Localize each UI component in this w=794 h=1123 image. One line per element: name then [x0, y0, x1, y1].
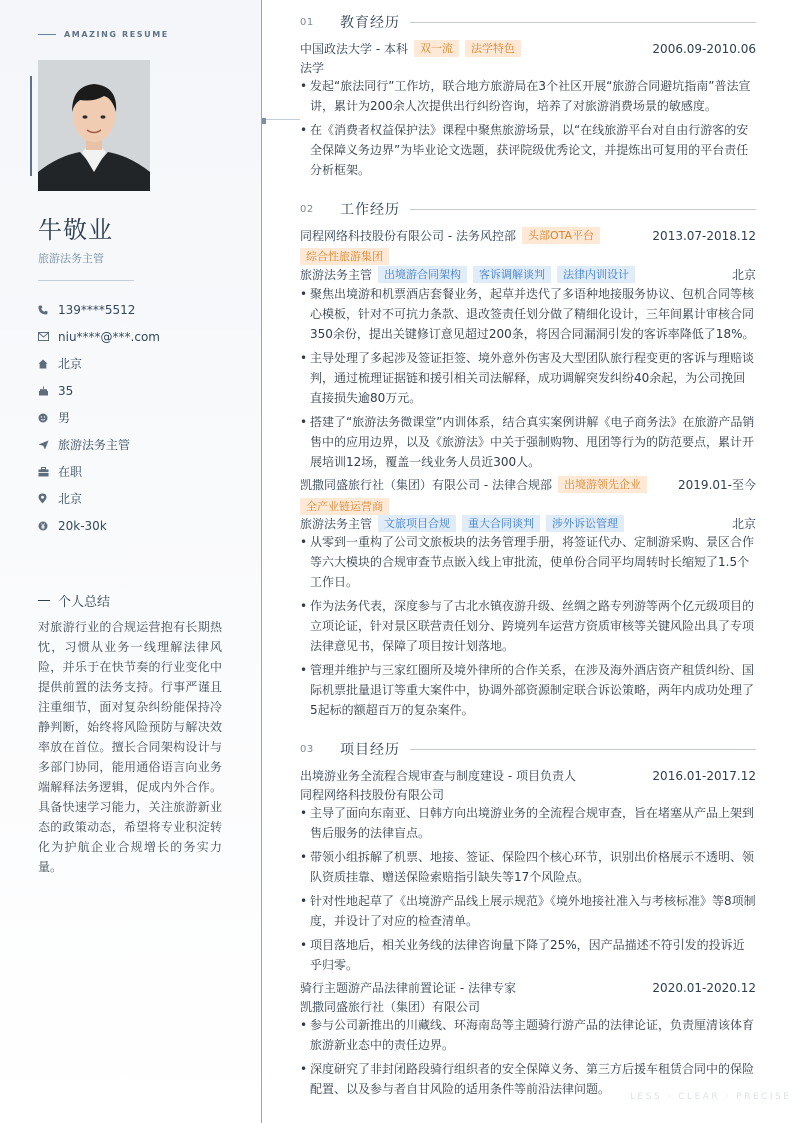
skill-tag: 客诉调解谈判: [473, 266, 551, 283]
summary-heading: [38, 591, 110, 610]
section-rule: [410, 749, 756, 750]
section-number: 03: [300, 743, 314, 755]
info-city: [38, 485, 160, 512]
brand: [38, 30, 169, 39]
job-tags-row: [300, 248, 756, 265]
info-age: [38, 377, 160, 404]
project-date: 2020.01-2020.12: [652, 980, 756, 995]
section-title: 教育经历: [340, 15, 400, 31]
info-text: 旅游法务主管: [58, 438, 131, 452]
project-date: 2016.01-2017.12: [652, 768, 756, 783]
job-date: 2019.01-至今: [678, 478, 756, 492]
summary-dash: [38, 600, 50, 601]
email-icon: [38, 332, 58, 341]
job-bullet: • 搭建了“旅游法务微课堂”内训体系，结合真实案例讲解《电子商务法》在旅游产品销售中的应用边界，以及《旅游法》中关于强制购物、甩团等行为的防范要点，累计开展培训12场，覆盖一线业务人员近300人。: [300, 412, 756, 472]
job-bullet: • 主导处理了多起涉及签证拒签、境外意外伤害及大型团队旅行程变更的客诉与理赔谈判，通过梳理证据链和援引相关司法解释，成功调解突发纠纷40余起，为公司挽回直接损失逾80万元。: [300, 348, 756, 408]
info-text: 在职: [58, 465, 83, 479]
tag: 全产业链运营商: [300, 498, 389, 515]
photo-accent-bar: [30, 76, 32, 176]
project-bullet: • 参与公司新推出的川藏线、环海南岛等主题骑行游产品的法律论证，负责厘清该体育旅游新业态中的责任边界。: [300, 1015, 756, 1055]
cake-icon: [38, 386, 58, 396]
info-phone: [38, 296, 160, 323]
gender-icon: [38, 413, 58, 423]
skill-tag: 重大合同谈判: [462, 515, 540, 532]
job-bullet: • 管理并维护与三家红圈所及境外律所的合作关系，在涉及海外酒店资产租赁纠纷、国际机票批量退订等重大案件中，协调外部资源制定联合诉讼策略，两年内成功处理了5起标的额超百万的复杂案件。: [300, 660, 756, 720]
info-status: [38, 458, 160, 485]
timeline-connector: [266, 119, 300, 120]
info-hometown: [38, 350, 160, 377]
summary-text: 对旅游行业的合规运营抱有长期热忱，习惯从业务一线理解法律风险，并乐于在快节奏的行业变化中提供前置的法务支持。行事严谨且注重细节，面对复杂纠纷能保持冷静判断，始终将风险预防与解决效率放在首位。擅长合同架构设计与多部门协同，能用通俗语言向业务端解释法务逻辑，促成内外合作。具备快速学习能力，关注旅游新业态的政策动态，希望将专业积淀转化为护航企业合规增长的务实力量。: [38, 620, 222, 874]
info-text: 北京: [58, 492, 83, 506]
sidebar-divider: [38, 280, 134, 281]
profile-photo: [38, 60, 150, 191]
project-org: 凯撒同盛旅行社（集团）有限公司: [300, 1000, 481, 1014]
skill-tag: 法律内训设计: [557, 266, 635, 283]
salary-icon: [38, 521, 58, 531]
brand-text: AMAZING RESUME: [64, 30, 169, 39]
info-target-job: [38, 431, 160, 458]
section-work: [300, 199, 756, 219]
job-header: [300, 227, 756, 244]
job-tags-row: [300, 498, 756, 515]
footer-tagline: LESS · CLEAR · PRECISE: [630, 1092, 792, 1102]
project-bullet: • 主导了面向东南亚、日韩方向出境游业务的全流程合规审查，旨在堵塞从产品上架到售后服务的法律盲点。: [300, 803, 756, 843]
project-name: 骑行主题游产品法律前置论证 - 法律专家: [300, 981, 516, 995]
home-icon: [38, 359, 58, 369]
tag: 出境游领先企业: [558, 476, 647, 493]
job-role-row: [300, 266, 756, 283]
avatar-portrait: [38, 60, 150, 191]
job-city: 北京: [731, 268, 756, 282]
job-role-row: [300, 515, 756, 532]
school-name: 中国政法大学 - 本科: [300, 42, 408, 56]
section-title: 工作经历: [340, 202, 400, 218]
summary-title: 个人总结: [58, 595, 111, 610]
section-education: [300, 12, 756, 32]
job-bullet: • 作为法务代表，深度参与了古北水镇夜游升级、丝绸之路专列游等两个亿元级项目的立项论证，针对景区联营责任划分、跨境列车运营方资质审核等关键风险出具了专项法律意见书，保障了项目按计划落地。: [300, 596, 756, 656]
contact-info: [38, 296, 160, 539]
info-text: 139****5512: [58, 302, 136, 317]
profile-name: 牛敬业: [38, 216, 113, 244]
education-bullet: • 发起“旅法同行”工作坊，联合地方旅游局在3个社区开展“旅游合同避坑指南”普法宣讲，累计为200余人次提供出行纠纷咨询，培养了对旅游消费场景的敏感度。: [300, 76, 756, 116]
company-name: 同程网络科技股份有限公司 - 法务风控部: [300, 229, 516, 243]
skill-tag: 出境游合同架构: [378, 266, 467, 283]
job-city: 北京: [731, 517, 756, 531]
project-header: [300, 767, 756, 784]
education-header: [300, 40, 756, 57]
project-bullet: • 深度研究了非封闭路段骑行组织者的安全保障义务、第三方后援车租赁合同中的保险配置、以及参与者自甘风险的适用条件等前沿法律问题。: [300, 1059, 756, 1099]
skill-tag: 文旅项目合规: [378, 515, 456, 532]
education-date: 2006.09-2010.06: [652, 41, 756, 56]
info-text: niu****@***.com: [58, 329, 160, 344]
section-rule: [410, 22, 756, 23]
info-gender: [38, 404, 160, 431]
section-rule: [410, 209, 756, 210]
project-bullet: • 带领小组拆解了机票、地接、签证、保险四个核心环节，识别出价格展示不透明、领队资质挂靠、赠送保险索赔指引缺失等17个风险点。: [300, 847, 756, 887]
sidebar: [0, 0, 262, 1123]
tag: 法学特色: [465, 40, 521, 57]
profile-title: 旅游法务主管: [38, 252, 104, 265]
phone-icon: [38, 305, 58, 315]
project-bullet: • 项目落地后，相关业务线的法律咨询量下降了25%，因产品描述不符引发的投诉近乎归零。: [300, 935, 756, 975]
skill-tag: 涉外诉讼管理: [546, 515, 624, 532]
info-email: [38, 323, 160, 350]
brand-divider: [38, 34, 56, 35]
section-number: 02: [300, 203, 314, 215]
info-text: 北京: [58, 357, 83, 371]
project-org: 同程网络科技股份有限公司: [300, 788, 445, 802]
location-icon: [38, 493, 58, 504]
job-role: 旅游法务主管: [300, 517, 373, 531]
info-text: 35: [58, 383, 74, 398]
job-role: 旅游法务主管: [300, 268, 373, 282]
job-header: [300, 476, 756, 493]
education-major: 法学: [300, 61, 325, 75]
company-name: 凯撒同盛旅行社（集团）有限公司 - 法律合规部: [300, 478, 552, 492]
briefcase-icon: [38, 467, 58, 477]
section-projects: [300, 739, 756, 759]
job-bullet: • 从零到一重构了公司文旅板块的法务管理手册，将签证代办、定制游采购、景区合作等六大模块的合规审查节点嵌入线上审批流，使单份合同平均周转时长缩短了1.5个工作日。: [300, 532, 756, 592]
job-bullet: • 聚焦出境游和机票酒店套餐业务，起草并迭代了多语种地接服务协议、包机合同等核心模板，针对不可抗力条款、退改签责任划分做了精细化设计，三年间累计审核合同350余份，提出关键修订意见超过200条，将因合同漏洞引发的客诉率降低了18%。: [300, 284, 756, 344]
info-text: 男: [58, 411, 71, 425]
project-header: [300, 979, 756, 996]
tag: 综合性旅游集团: [300, 248, 389, 265]
project-name: 出境游业务全流程合规审查与制度建设 - 项目负责人: [300, 769, 576, 783]
tag: 头部OTA平台: [522, 227, 600, 244]
project-bullet: • 针对性地起草了《出境游产品线上展示规范》《境外地接社准入与考核标准》等8项制度，并设计了对应的检查清单。: [300, 891, 756, 931]
info-salary: [38, 512, 160, 539]
job-date: 2013.07-2018.12: [652, 228, 756, 243]
send-icon: [38, 440, 58, 450]
education-bullet: • 在《消费者权益保护法》课程中聚焦旅游场景，以“在线旅游平台对自由行游客的安全保障义务边界”为毕业论文选题，获评院级优秀论文，并提炼出可复用的平台责任分析框架。: [300, 120, 756, 180]
section-number: 01: [300, 16, 314, 28]
info-text: 20k-30k: [58, 518, 107, 533]
tag: 双一流: [414, 40, 459, 57]
section-title: 项目经历: [340, 742, 400, 758]
